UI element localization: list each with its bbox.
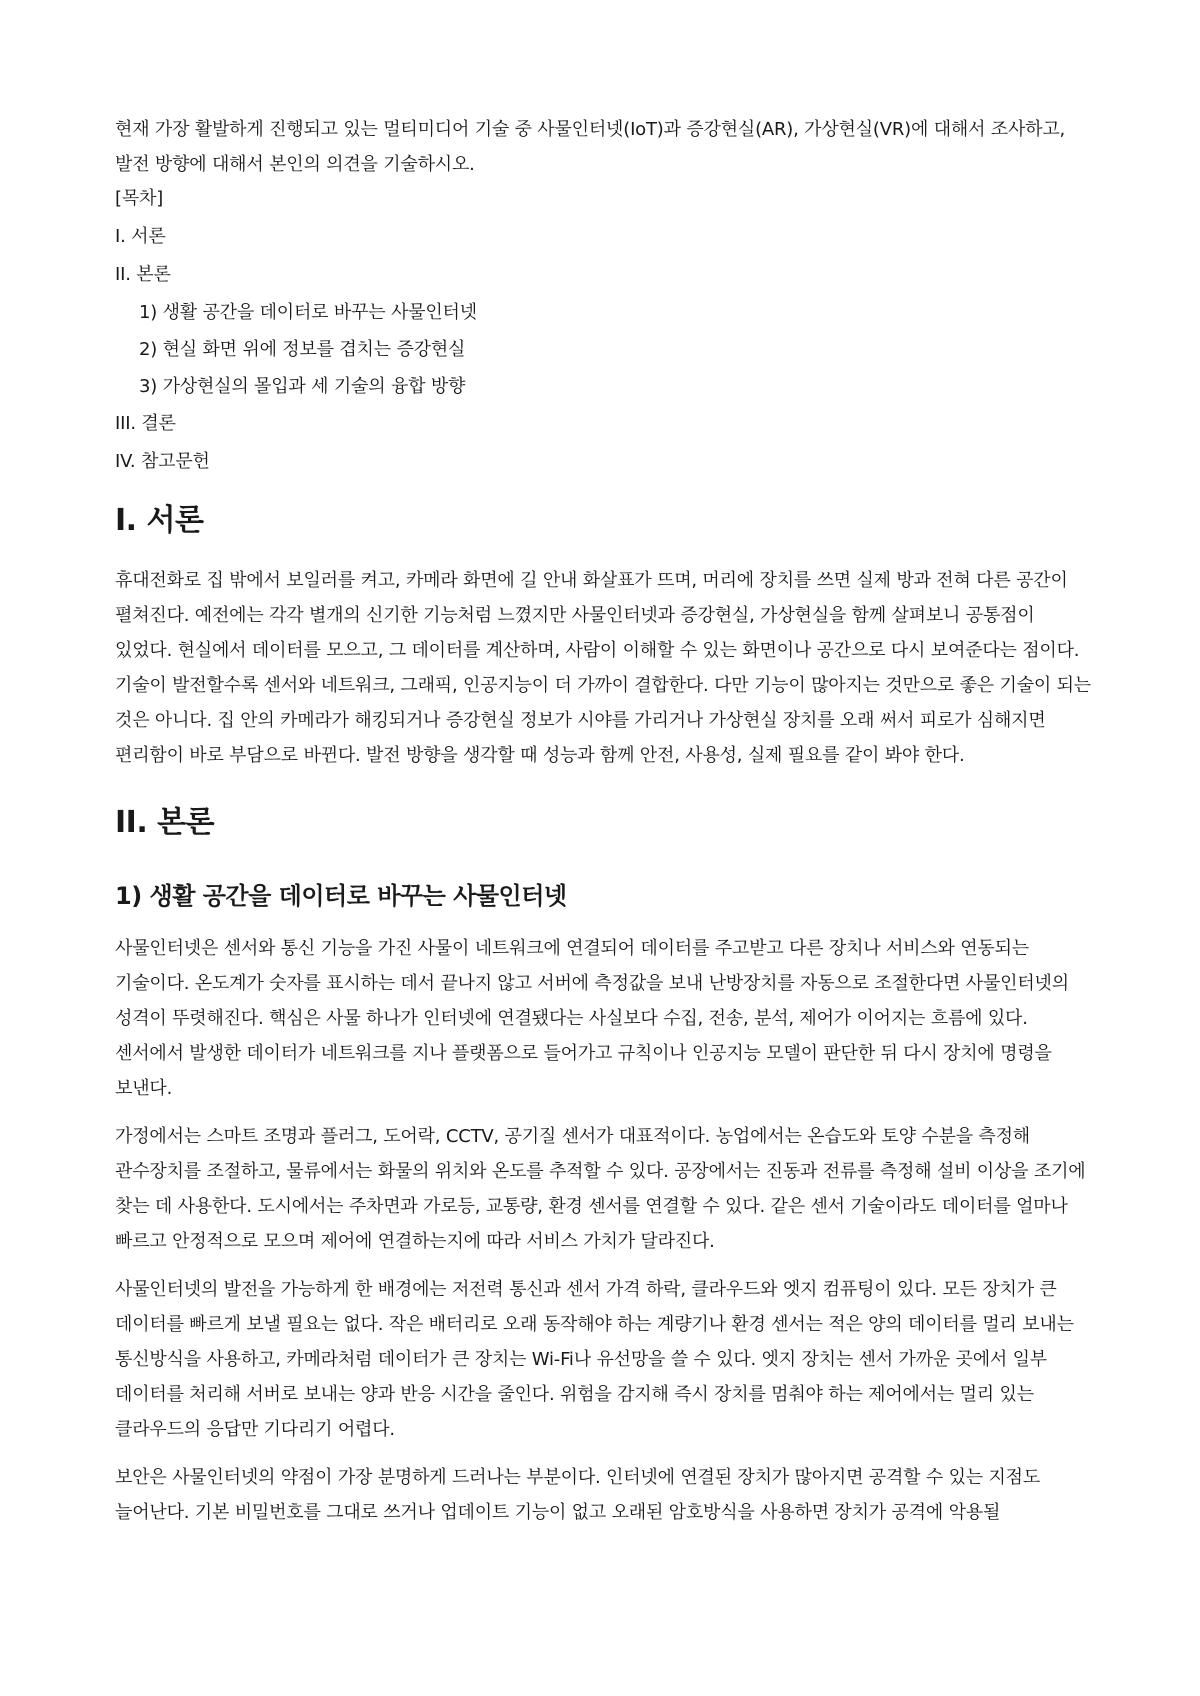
toc-item: IV. 참고문헌 bbox=[115, 451, 210, 472]
introduction-heading: I. 서론 bbox=[115, 503, 204, 538]
toc-subitem: 3) 가상현실의 몰입과 세 기술의 융합 방향 bbox=[139, 376, 466, 397]
assignment-prompt: 현재 가장 활발하게 진행되고 있는 멀티미디어 기술 중 사물인터넷(IoT)과 증강현실(AR), 가상현실(VR)에 대해서 조사하고, 발전 방향에 대해서 본인의 의견을 기술하시오. bbox=[115, 119, 1066, 175]
toc-item: II. 본론 bbox=[115, 264, 171, 285]
toc-item: III. 결론 bbox=[115, 413, 176, 434]
body-paragraph: 사물인터넷은 센서와 통신 기능을 가진 사물이 네트워크에 연결되어 데이터를 주고받고 다른 장치나 서비스와 연동되는 기술이다. 온도계가 숫자를 표시하는 데서 끝나지 않고 서버에 측정값을 보내 난방장치를 자동으로 조절한다면 사물인터넷의 성격이 뚜렷해진다. 핵심은 사물 하나가 인터넷에 연결됐다는 사실보다 수집, 전송, 분석, 제어가 이어지는 흐름에 있다. 센서에서 발생한 데이터가 네트워크를 지나 플랫폼으로 들어가고 규칙이나 인공지능 모델이 판단한 뒤 다시 장치에 명령을 보낸다. bbox=[115, 938, 1069, 1099]
toc-item: I. 서론 bbox=[115, 226, 166, 247]
body-paragraph: 가정에서는 스마트 조명과 플러그, 도어락, CCTV, 공기질 센서가 대표적이다. 농업에서는 온습도와 토양 수분을 측정해 관수장치를 조절하고, 물류에서는 화물의 위치와 온도를 추적할 수 있다. 공장에서는 진동과 전류를 측정해 설비 이상을 조기에 찾는 데 사용한다. 도시에서는 주차면과 가로등, 교통량, 환경 센서를 연결할 수 있다. 같은 센서 기술이라도 데이터를 얼마나 빠르고 안정적으로 모으며 제어에 연결하는지에 따라 서비스 가치가 달라진다. bbox=[115, 1126, 1086, 1252]
toc-heading: [목차] bbox=[115, 188, 164, 209]
section-1-heading: 1) 생활 공간을 데이터로 바꾸는 사물인터넷 bbox=[115, 882, 567, 910]
body-paragraph: 사물인터넷의 발전을 가능하게 한 배경에는 저전력 통신과 센서 가격 하락, 클라우드와 엣지 컴퓨팅이 있다. 모든 장치가 큰 데이터를 빠르게 보낼 필요는 없다. 작은 배터리로 오래 동작해야 하는 계량기나 환경 센서는 적은 양의 데이터를 멀리 보내는 통신방식을 사용하고, 카메라처럼 데이터가 큰 장치는 Wi-Fi나 유선망을 쓸 수 있다. 엣지 장치는 센서 가까운 곳에서 일부 데이터를 처리해 서버로 보내는 양과 반응 시간을 줄인다. 위험을 감지해 즉시 장치를 멈춰야 하는 제어에서는 멀리 있는 클라우드의 응답만 기다리기 어렵다. bbox=[115, 1279, 1074, 1440]
main-body-heading: II. 본론 bbox=[115, 805, 215, 840]
table-of-contents bbox=[115, 187, 1096, 474]
toc-subitem: 2) 현실 화면 위에 정보를 겹치는 증강현실 bbox=[139, 339, 466, 360]
body-paragraph: 보안은 사물인터넷의 약점이 가장 분명하게 드러나는 부분이다. 인터넷에 연결된 장치가 많아지면 공격할 수 있는 지점도 늘어난다. 기본 비밀번호를 그대로 쓰거나 업데이트 기능이 없고 오래된 암호방식을 사용하면 장치가 공격에 악용될 bbox=[115, 1467, 1041, 1523]
introduction-paragraph: 휴대전화로 집 밖에서 보일러를 켜고, 카메라 화면에 길 안내 화살표가 뜨며, 머리에 장치를 쓰면 실제 방과 전혀 다른 공간이 펼쳐진다. 예전에는 각각 별개의 신기한 기능처럼 느꼈지만 사물인터넷과 증강현실, 가상현실을 함께 살펴보니 공통점이 있었다. 현실에서 데이터를 모으고, 그 데이터를 계산하며, 사람이 이해할 수 있는 화면이나 공간으로 다시 보여준다는 점이다. 기술이 발전할수록 센서와 네트워크, 그래픽, 인공지능이 더 가까이 결합한다. 다만 기능이 많아지는 것만으로 좋은 기술이 되는 것은 아니다. 집 안의 카메라가 해킹되거나 증강현실 정보가 시야를 가리거나 가상현실 장치를 오래 써서 피로가 심해지면 편리함이 바로 부담으로 바뀐다. 발전 방향을 생각할 때 성능과 함께 안전, 사용성, 실제 필요를 같이 봐야 한다. bbox=[115, 570, 1091, 766]
toc-subitem: 1) 생활 공간을 데이터로 바꾸는 사물인터넷 bbox=[139, 302, 477, 323]
